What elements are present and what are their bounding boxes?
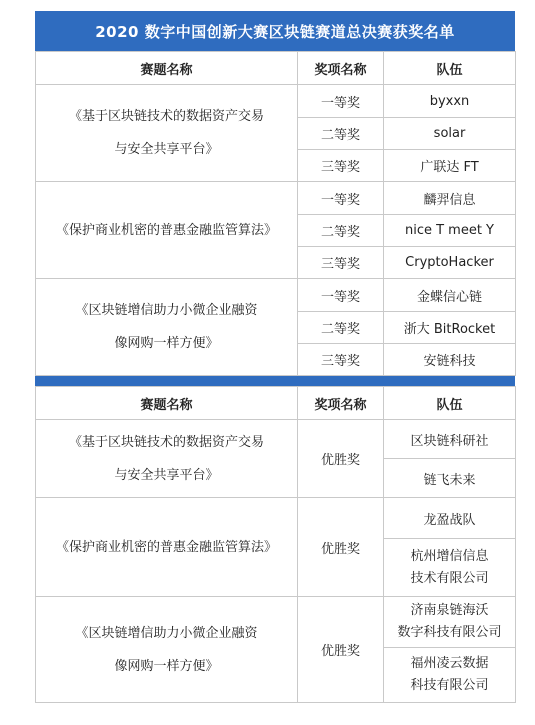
header-award: 奖项名称: [298, 52, 384, 85]
team-cell: [384, 648, 516, 703]
header-award: 奖项名称: [298, 387, 384, 420]
topic-name-line: 《保护商业机密的普惠金融监管算法》: [55, 539, 277, 555]
team-line: 数字科技有限公司: [397, 625, 502, 640]
table-row: [36, 279, 516, 312]
header-team: 队伍: [384, 52, 516, 85]
team-cell: 安链科技: [384, 344, 516, 376]
finals-table: [35, 51, 516, 376]
award-cell: 二等奖: [298, 215, 384, 247]
topic-name-line: 《区块链增信助力小微企业融资: [75, 303, 258, 318]
table-row: [36, 597, 516, 648]
topic-name: [36, 498, 298, 597]
team-cell: solar: [384, 118, 516, 150]
topic-name-line: 《基于区块链技术的数据资产交易: [68, 109, 264, 124]
award-cell: 优胜奖: [298, 420, 384, 498]
table-row: [36, 182, 516, 215]
table-header-row: [36, 387, 516, 420]
team-cell: byxxn: [384, 85, 516, 118]
section-divider: [35, 376, 515, 386]
team-line: 济南泉链海沃: [410, 603, 489, 618]
award-cell: 三等奖: [298, 150, 384, 182]
topic-name: [36, 279, 298, 376]
team-cell: 龙盈战队: [384, 498, 516, 539]
award-cell: 三等奖: [298, 247, 384, 279]
topic-name-line: 《保护商业机密的普惠金融监管算法》: [55, 222, 277, 238]
table-row: [36, 420, 516, 459]
award-cell: 三等奖: [298, 344, 384, 376]
team-cell: [384, 539, 516, 597]
topic-name: [36, 85, 298, 182]
award-cell: 优胜奖: [298, 498, 384, 597]
team-cell: 浙大 BitRocket: [384, 312, 516, 344]
header-topic: 赛题名称: [36, 52, 298, 85]
table-row: [36, 498, 516, 539]
topic-name-line: 与安全共享平台》: [114, 467, 219, 483]
team-cell: 广联达 FT: [384, 150, 516, 182]
award-cell: 二等奖: [298, 118, 384, 150]
award-cell: 一等奖: [298, 182, 384, 215]
document-title: 2020 数字中国创新大赛区块链赛道总决赛获奖名单: [35, 11, 515, 51]
excellence-table: [35, 386, 516, 703]
topic-name-line: 像网购一样方便》: [114, 336, 219, 351]
topic-name-line: 与安全共享平台》: [114, 142, 219, 157]
topic-name: [36, 420, 298, 498]
award-list-document: [35, 11, 515, 703]
team-cell: 麟羿信息: [384, 182, 516, 215]
award-cell: 一等奖: [298, 85, 384, 118]
team-cell: 金蝶信心链: [384, 279, 516, 312]
header-team: 队伍: [384, 387, 516, 420]
team-cell: 链飞未来: [384, 459, 516, 498]
table-row: [36, 85, 516, 118]
topic-name-line: 像网购一样方便》: [114, 658, 219, 674]
team-line: 科技有限公司: [410, 678, 489, 693]
team-cell: 区块链科研社: [384, 420, 516, 459]
team-line: 福州凌云数据: [410, 656, 489, 671]
team-line: 技术有限公司: [410, 570, 489, 586]
team-line: 杭州增信信息: [410, 548, 489, 564]
header-topic: 赛题名称: [36, 387, 298, 420]
topic-name: [36, 597, 298, 703]
topic-name-line: 《基于区块链技术的数据资产交易: [68, 434, 264, 450]
team-cell: CryptoHacker: [384, 247, 516, 279]
award-cell: 一等奖: [298, 279, 384, 312]
team-cell: nice T meet Y: [384, 215, 516, 247]
topic-name: [36, 182, 298, 279]
award-cell: 二等奖: [298, 312, 384, 344]
topic-name-line: 《区块链增信助力小微企业融资: [75, 625, 258, 641]
table-header-row: [36, 52, 516, 85]
team-cell: [384, 597, 516, 648]
award-cell: 优胜奖: [298, 597, 384, 703]
